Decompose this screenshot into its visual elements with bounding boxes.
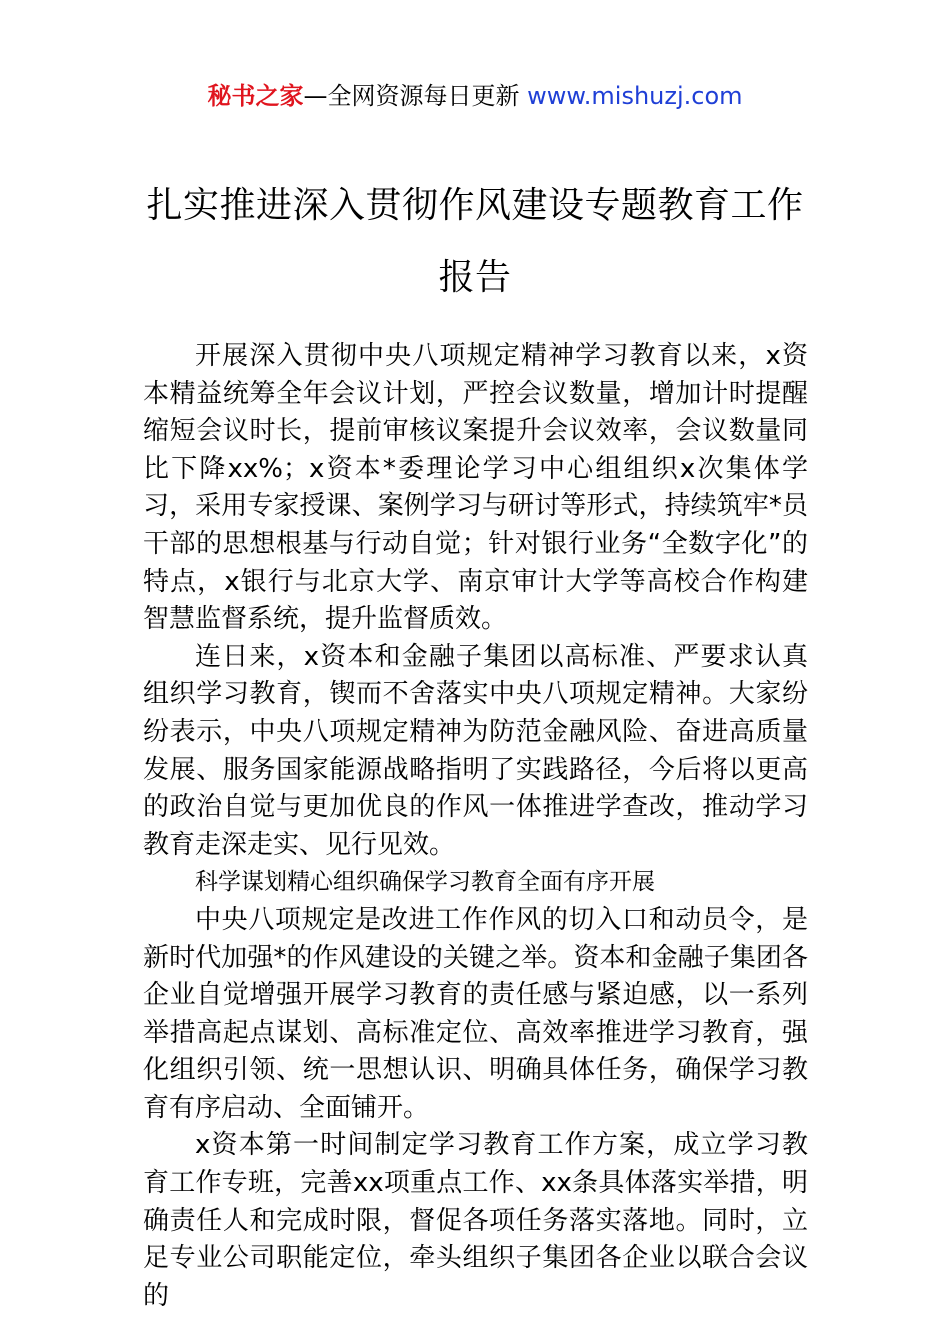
body-paragraph: 开展深入贯彻中央八项规定精神学习教育以来，x资本精益统筹全年会议计划，严控会议数量，增加计时提醒缩短会议时长，提前审核议案提升会议效率，会议数量同比下降xx%；x资本*委理论学习中心组组织x次集体学习，采用专家授课、案例学习与研讨等形式，持续筑牢*员干部的思想根基与行动自觉；针对银行业务“全数字化”的特点，x银行与北京大学、南京审计大学等高校合作构建智慧监督系统，提升监督质效。 (143, 341, 808, 635)
document-body (143, 338, 808, 1315)
site-tagline: —全网资源每日更新 (303, 82, 520, 110)
body-paragraph: 连日来，x资本和金融子集团以高标准、严要求认真组织学习教育，锲而不舍落实中央八项规定精神。大家纷纷表示，中央八项规定精神为防范金融风险、奋进高质量发展、服务国家能源战略指明了实践路径，今后将以更高的政治自觉与更加优良的作风一体推进学查改，推动学习教育走深走实、见行见效。 (143, 641, 808, 860)
site-brand: 秘书之家 (207, 82, 304, 110)
section-subheading: 科学谋划精心组织确保学习教育全面有序开展 (195, 869, 655, 896)
site-header (0, 80, 950, 112)
body-paragraph: x资本第一时间制定学习教育工作方案，成立学习教育工作专班，完善xx项重点工作、xx条具体落实举措，明确责任人和完成时限，督促各项任务落实落地。同时，立足专业公司职能定位，牵头组织子集团各企业以联合会议的 (143, 1130, 808, 1311)
site-url-link[interactable]: www.mishuzj.com (527, 82, 743, 110)
document-title (0, 170, 950, 314)
title-line-2: 报告 (438, 257, 512, 298)
title-line-1: 扎实推进深入贯彻作风建设专题教育工作 (146, 185, 804, 226)
body-paragraph: 中央八项规定是改进工作作风的切入口和动员令，是新时代加强*的作风建设的关键之举。资本和金融子集团各企业自觉增强开展学习教育的责任感与紧迫感，以一系列举措高起点谋划、高标准定位、高效率推进学习教育，强化组织引领、统一思想认识、明确具体任务，确保学习教育有序启动、全面铺开。 (143, 904, 808, 1123)
